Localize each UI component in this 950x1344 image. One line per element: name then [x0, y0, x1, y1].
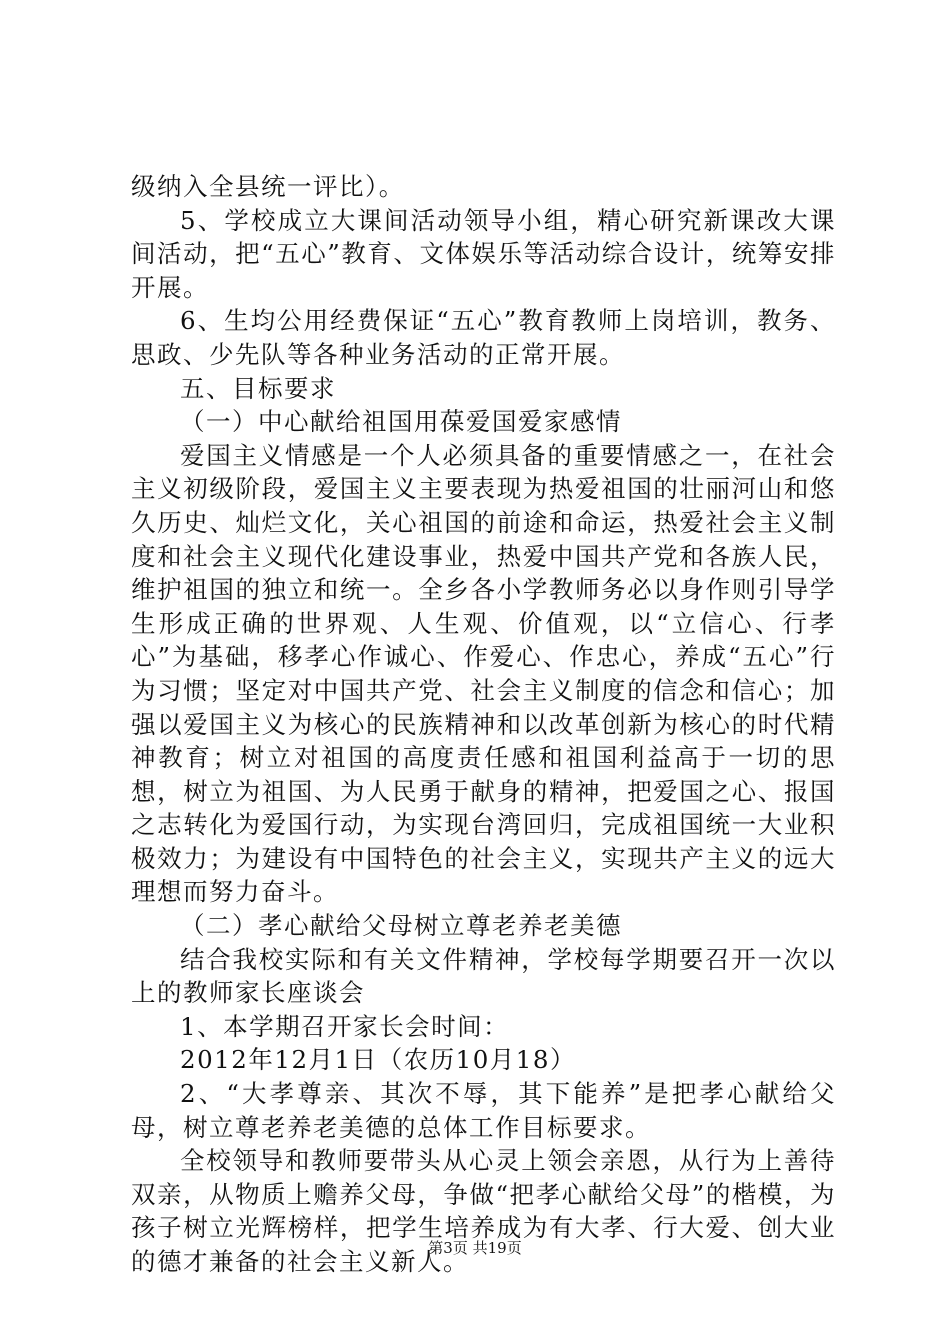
paragraph: 结合我校实际和有关文件精神，学校每学期要召开一次以上的教师家长座谈会 — [131, 944, 836, 1008]
paragraph: 6、生均公用经费保证“五心”教育教师上岗培训，教务、思政、少先队等各种业务活动的正常开展。 — [131, 306, 836, 369]
paragraph: 2、“大孝尊亲、其次不辱，其下能养”是把孝心献给父母，树立尊老养老美德的总体工作目标要求。 — [131, 1079, 836, 1142]
subsection-heading: （二）孝心献给父母树立尊老养老美德 — [180, 911, 622, 941]
section-heading: 五、目标要求 — [180, 373, 336, 403]
document-body — [131, 170, 836, 1279]
paragraph: 级纳入全县统一评比）。 — [131, 172, 405, 201]
paragraph: 2012年12月1日（农历10月18） — [180, 1045, 576, 1075]
paragraph: 全校领导和教师要带头从心灵上领会亲恩，从行为上善待双亲，从物质上赡养父母，争做“把孝心献给父母”的楷模，为孩子树立光辉榜样，把学生培养成为有大孝、行大爱、创大业的德才兼备的社会主义新人。 — [131, 1146, 836, 1276]
subsection-heading: （一）中心献给祖国用葆爱国爱家感情 — [180, 407, 622, 437]
paragraph: 爱国主义情感是一个人必须具备的重要情感之一，在社会主义初级阶段，爱国主义主要表现为热爱祖国的壮丽河山和悠久历史、灿烂文化，关心祖国的前途和命运，热爱社会主义制度和社会主义现代化建设事业，热爱中国共产党和各族人民，维护祖国的独立和统一。全乡各小学教师务必以身作则引导学生形成正确的世界观、人生观、价值观，以“立信心、行孝心”为基础，移孝心作诚心、作爱心、作忠心，养成“五心”行为习惯；坚定对中国共产党、社会主义制度的信念和信心；加强以爱国主义为核心的民族精神和以改革创新为核心的时代精神教育；树立对祖国的高度责任感和祖国利益高于一切的思想，树立为祖国、为人民勇于献身的精神，把爱国之心、报国之志转化为爱国行动，为实现台湾回归，完成祖国统一大业积极效力；为建设有中国特色的社会主义，实现共产主义的远大理想而努力奋斗。 — [131, 440, 836, 907]
paragraph: 5、学校成立大课间活动领导小组，精心研究新课改大课间活动，把“五心”教育、文体娱乐等活动综合设计，统筹安排开展。 — [131, 205, 836, 302]
page-number-footer: 第3页 共19页 — [428, 1239, 522, 1257]
paragraph: 1、本学期召开家长会时间： — [180, 1011, 510, 1041]
